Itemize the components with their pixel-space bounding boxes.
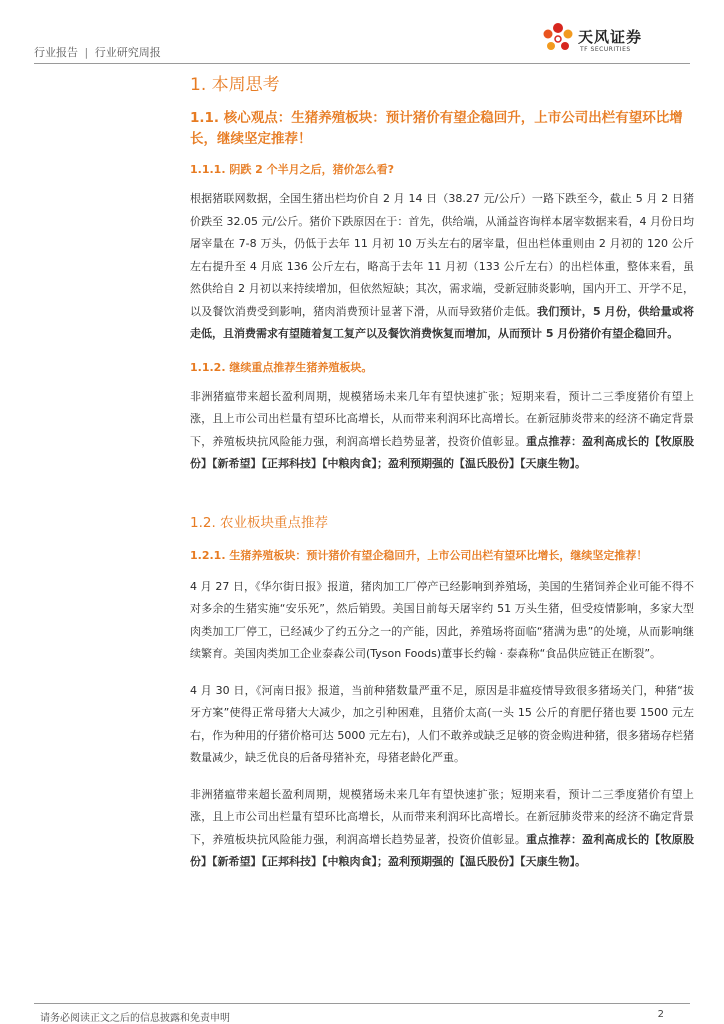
report-type [34,44,161,60]
section-1-2-title: 1.2. 农业板块重点推荐 [190,514,329,531]
paragraph-bold-text: 重点推荐：盈利高成长的【牧原股份】【新希望】【正邦科技】【中粮肉食】；盈利预期强的【温氏股份】【天康生物】。 [190,434,695,470]
paragraph-bold-text: 我们预计，5 月份，供给量或将走低，且消费需求有望随着复工复产以及餐饮消费恢复而增加，从而预计 5 月份猪价有望企稳回升。 [190,304,694,340]
paragraph-bold-text: 重点推荐：盈利高成长的【牧原股份】【新希望】【正邦科技】【中粮肉食】；盈利预期强的【温氏股份】【天康生物】。 [190,832,695,868]
section-1-1-2-title: 1.1.2. 继续重点推荐生猪养殖板块。 [190,360,373,374]
main-content [190,74,694,888]
page-header [34,28,690,62]
paragraph-recommendation-2 [190,784,694,874]
logo-name-en: TF SECURITIES [580,46,631,53]
paragraph-wsj-report: 4 月 27 日，《华尔街日报》报道，猪肉加工厂停产已经影响到养殖场，美国的生猪饲养企业可能不得不对多余的生猪实施“安乐死”，然后销毁。美国目前每天屠宰约 51 万头生猪，但受疫情影响，多家大型肉类加工厂停工，已经减少了约五分之一的产能，因此，养殖场将面临“猪满为患”的处境，从而影响继续繁育。美国肉类加工企业泰森公司(Tyson Foods)董事长约翰 · 泰森称“食品供应链正在断裂”。 [190,579,694,660]
logo-name-cn: 天风证券 [578,28,643,46]
page-number: 2 [657,1009,664,1020]
flower-logo-icon [538,18,578,58]
footer-disclaimer: 请务必阅读正文之后的信息披露和免责申明 [40,1013,230,1024]
paragraph-text: 根据猪联网数据，全国生猪出栏均价自 2 月 14 日（38.27 元/公斤）一路下跌至今，截止 5 月 2 日猪价跌至 32.05 元/公斤。猪价下跌原因在于：首先，供给端，从涌益咨询样本屠宰数据来看，4 月份日均屠宰量在 7-8 万头，仍低于去年 11 月初 10 万头左右的屠宰量，但出栏体重则由 2 月初的 120 公斤左右提升至 4 月底 136 公斤左右，略高于去年 11 月初（133 公斤左右）的出栏体重，整体来看，虽然供给自 2 月初以来持续增加，但依然短缺；其次，需求端，受新冠肺炎影响，国内开工、开学不足，以及餐饮消费受到影响，猪肉消费预计显著下滑，从而导致猪价走低。 [190,192,694,318]
paragraph-text: 非洲猪瘟带来超长盈利周期，规模猪场未来几年有望快速扩张；短期来看，预计二三季度猪价有望上涨，且上市公司出栏量有望环比高增长，从而带来利润环比高增长。在新冠肺炎带来的经济不确定背景下，养殖板块抗风险能力强，利润高增长趋势显著，投资价值彰显。 [190,787,694,846]
section-1-1-1-title: 1.1.1. 阴跌 2 个半月之后，猪价怎么看? [190,163,395,176]
doc-type-label: 行业报告 [34,46,78,59]
paragraph-henan-report: 4 月 30 日，《河南日报》报道，当前种猪数量严重不足，原因是非瘟疫情导致很多猪场关门，种猪“拔牙方案”使得正常母猪大大减少，加之引种困难，且猪价太高(一头 15 公斤的育肥仔猪也要 1500 元左右，作为种用的仔猪价格可达 5000 元左右)，人们不敢养或缺乏足够的资金购进种猪，很多猪场存栏猪数量减少，缺乏优良的后备母猪补充，母猪老龄化严重。 [190,683,694,764]
footer-divider [34,1003,690,1004]
section-1-2-1-title: 1.2.1. 生猪养殖板块：预计猪价有望企稳回升，上市公司出栏有望环比增长，继续坚定推荐！ [190,548,648,562]
paragraph-pig-price [190,188,694,346]
header-divider [34,63,690,64]
doc-subtype-label: 行业研究周报 [94,46,161,59]
company-logo [538,18,688,58]
section-1-title: 1. 本周思考 [190,75,280,95]
paragraph-text: 非洲猪瘟带来超长盈利周期，规模猪场未来几年有望快速扩张；短期来看，预计二三季度猪价有望上涨，且上市公司出栏量有望环比高增长，从而带来利润环比高增长。在新冠肺炎带来的经济不确定背景下，养殖板块抗风险能力强，利润高增长趋势显著，投资价值彰显。 [190,389,694,448]
paragraph-recommendation [190,386,694,476]
section-1-1-title: 1.1. 核心观点：生猪养殖板块：预计猪价有望企稳回升，上市公司出栏有望环比增长，继续坚定推荐！ [190,110,683,147]
header-separator: | [84,46,89,59]
